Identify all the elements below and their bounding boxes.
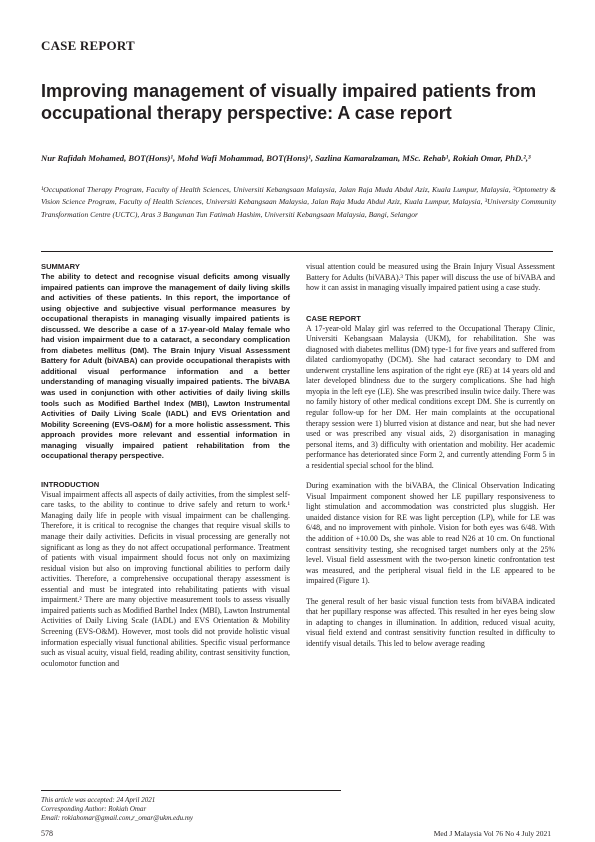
summary-text: The ability to detect and recognise visual deficits among visually impaired patients can improve the management of daily living skills and activities of these patients. In this report, the importance of using objective and subjective visual performance measures by occupational therapists in managing visually impaired patients is discussed. We describe a case of a 17-year-old Malay female who had vision impairment due to a cataract, a secondary complication from diabetes mellitus (DM). The Brain Injury Visual Assessment Battery for Adult (biVABA) can provide occupational therapists with additional visual performance information and a better understanding of managing visually impaired patients. The biVABA was used in conjunction with other activities of daily living skills tools such as Modified Barthel Index (MBI), Lawton Instrumental Activities of Daily Living Scale (IADL) and EVS Orientation and Mobility Screening (EVS-O&M) for a more holistic assessment. This approach provides more relevant and essential information in managing visually impaired patient rehabilitation from the occupational therapy perspective.: [41, 272, 290, 461]
accepted-date: This article was accepted: 24 April 2021: [41, 796, 156, 804]
article-title: Improving management of visually impaired patients from occupational therapy perspective: A case report: [41, 81, 537, 123]
corresponding-email: Email: rokiahomar@gmail.com,r_omar@ukm.edu.my: [41, 814, 194, 822]
footnote-divider: [41, 790, 341, 791]
introduction-paragraph-continued: visual attention could be measured using the Brain Injury Visual Assessment Battery for Adults (biVABA).³ This paper will discuss the use of biVABA and how it can assist in managing visually impaired patient using a case study.: [306, 262, 555, 293]
case-report-paragraph-3: The general result of her basic visual function tests from biVABA indicated that her pupillary response was affected. This resulted in her eyes being slow in adapting to changes in illumination. In addition, reduced visual acuity, visual field extend and contrast sensitivity function resulted in difficulty to identify visual details. This led to below average reading: [306, 596, 555, 648]
summary-heading: SUMMARY: [41, 262, 80, 271]
affiliations: ¹Occupational Therapy Program, Faculty of Health Sciences, Universiti Kebangsaan Malaysia, Jalan Raja Muda Abdul Aziz, Kuala Lumpur, Malaysia, ²Optometry & Vision Science Program, Faculty of Health Sciences, Universiti Kebangsaan Malaysia, Jalan Raja Muda Abdul Aziz, Kuala Lumpur, Malaysia, ³University Community Transformation Centre (UCTC), Aras 3 Bangunan Tun Fatimah Hashim, Universiti Kebangsaan Malaysia, Bangi, Selangor: [41, 185, 556, 219]
right-column: [306, 262, 555, 650]
case-report-paragraph-2: During examination with the biVABA, the Clinical Observation Indicating Visual Impairment component showed her LE pupillary responsiveness to light stimulation and accommodation was constricted plus sluggish. Her unaided distance vision for RE was light perception (LP), while for LE was 6/48, and no improvement with pinhole. Vision for both eyes was 6/48. With the addition of +10.00 Ds, she was able to read N26 at 10 cm. On functional contrast sensitivity testing, she recognised target numbers only at the 25% level. Visual field assessment with the two-person kinetic confrontation test was measured, and the peripheral visual field in the LE appeared to be impaired (Figure 1).: [306, 481, 555, 586]
journal-citation: Med J Malaysia Vol 76 No 4 July 2021: [433, 829, 551, 838]
introduction-paragraph: Visual impairment affects all aspects of daily activities, from the simplest self-care tasks, to the ability to continue to drive safely and return to work.¹ Managing daily life in people with visual impairment can be challenging. Therefore, it is critical to recognise the changes that require visual skills to manage their daily activities. Deficits in visual processing are generally not significant as long as they do not affect occupational performance. Treatment of patients with visual impairment should focus not only on maximizing residual vision but also on improving functional abilities to perform daily activities. Therefore, a comprehensive occupational therapy assessment is essential and must be integrated into rehabilitating patients with visual impairment.² There are many objective measurement tools to assess visually impaired patients such as Modified Barthel Index (MBI), Lawton Instrumental Activities of Daily Living Scale (IADL) and EVS Orientation & Mobility Screening (EVS-O&M). However, most tools did not provide holistic visual information especially visual functional abilities. Specific visual performance such as visual acuity, visual field, reading ability, contrast sensitivity function, oculomotor function and: [41, 489, 290, 668]
corresponding-author: Corresponding Author: Rokiah Omar: [41, 805, 147, 813]
author-list: Nur Rafidah Mohamed, BOT(Hons)¹, Mohd Wafi Mohammad, BOT(Hons)¹, Sazlina Kamaralzaman, MSc. Rehab¹, Rokiah Omar, PhD.²,³: [41, 153, 531, 163]
case-report-paragraph-1: A 17-year-old Malay girl was referred to the Occupational Therapy Clinic, Universiti Kebangsaan Malaysia (UKM), for rehabilitation. She was diagnosed with diabetes mellitus (DM) type-1 for five years and suffered from dilated cardiomyopathy (DCM). She had cataract secondary to DM and underwent crystalline lens aspiration of the right eye (RE) at 14 years old and later developed blindness due to the surgery complications. She had high myopia in the left eye (LE). She was prescribed insulin twice daily. There was no family history of other medical conditions except DM. She is currently on regular follow-up for her DM. Her main complaints at the occupational therapy session were 1) blurred vision at distance and near, but she had never used or was prescribed any visual aids, 2) disorganisation in managing personal items, and 3) difficulty with orientation and mobility. Her academic performance has deteriorated since Form 2, and currently attending Form 5 in a residential special school for the blind.: [306, 323, 555, 470]
page-number: 578: [41, 829, 53, 838]
footnotes: [41, 796, 341, 823]
left-column: [41, 262, 290, 669]
introduction-heading: INTRODUCTION: [41, 479, 100, 489]
section-label: CASE REPORT: [41, 38, 135, 53]
header-divider: [41, 251, 553, 252]
case-report-heading: CASE REPORT: [306, 313, 361, 323]
